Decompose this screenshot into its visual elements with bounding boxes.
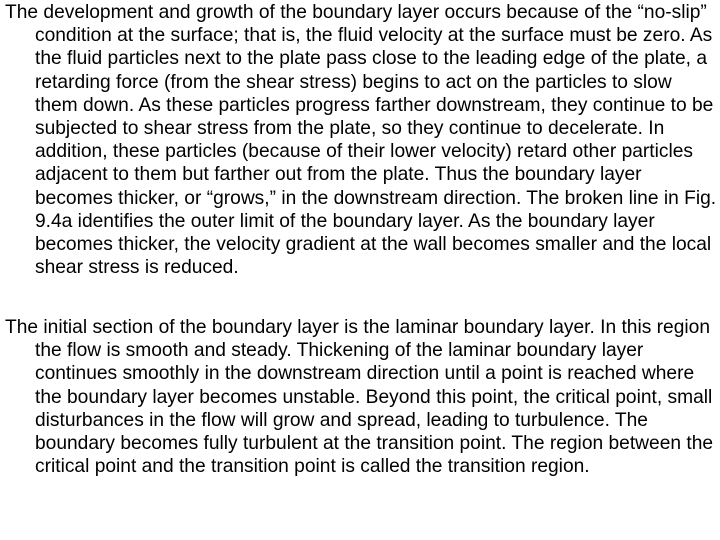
paragraph-boundary-layer-growth: The development and growth of the boundary layer occurs because of the “no-slip” condition at the surface; that is, the fluid velocity at the surface must be zero. As the fluid particles next to the plate pass close to the leading edge of the plate, a retarding force (from the shear stress) begins to act on the particles to slow them down. As these particles progress farther downstream, they continue to be subjected to shear stress from the plate, so they continue to decelerate. In addition, these particles (because of their lower velocity) retard other particles adjacent to them but farther out from the plate. Thus the boundary layer becomes thicker, or “grows,” in the downstream direction. The broken line in Fig. 9.4a identifies the outer limit of the boundary layer. As the boundary layer becomes thicker, the velocity gradient at the wall becomes smaller and the local shear stress is reduced. — [5, 2, 717, 279]
paragraph-laminar-boundary-layer: The initial section of the boundary layer is the laminar boundary layer. In this region the flow is smooth and steady. Thickening of the laminar boundary layer continues smoothly in the downstream direction until a point is reached where the boundary layer becomes unstable. Beyond this point, the critical point, small disturbances in the flow will grow and spread, leading to turbulence. The boundary becomes fully turbulent at the transition point. The region between the critical point and the transition point is called the transition region. — [5, 317, 714, 478]
